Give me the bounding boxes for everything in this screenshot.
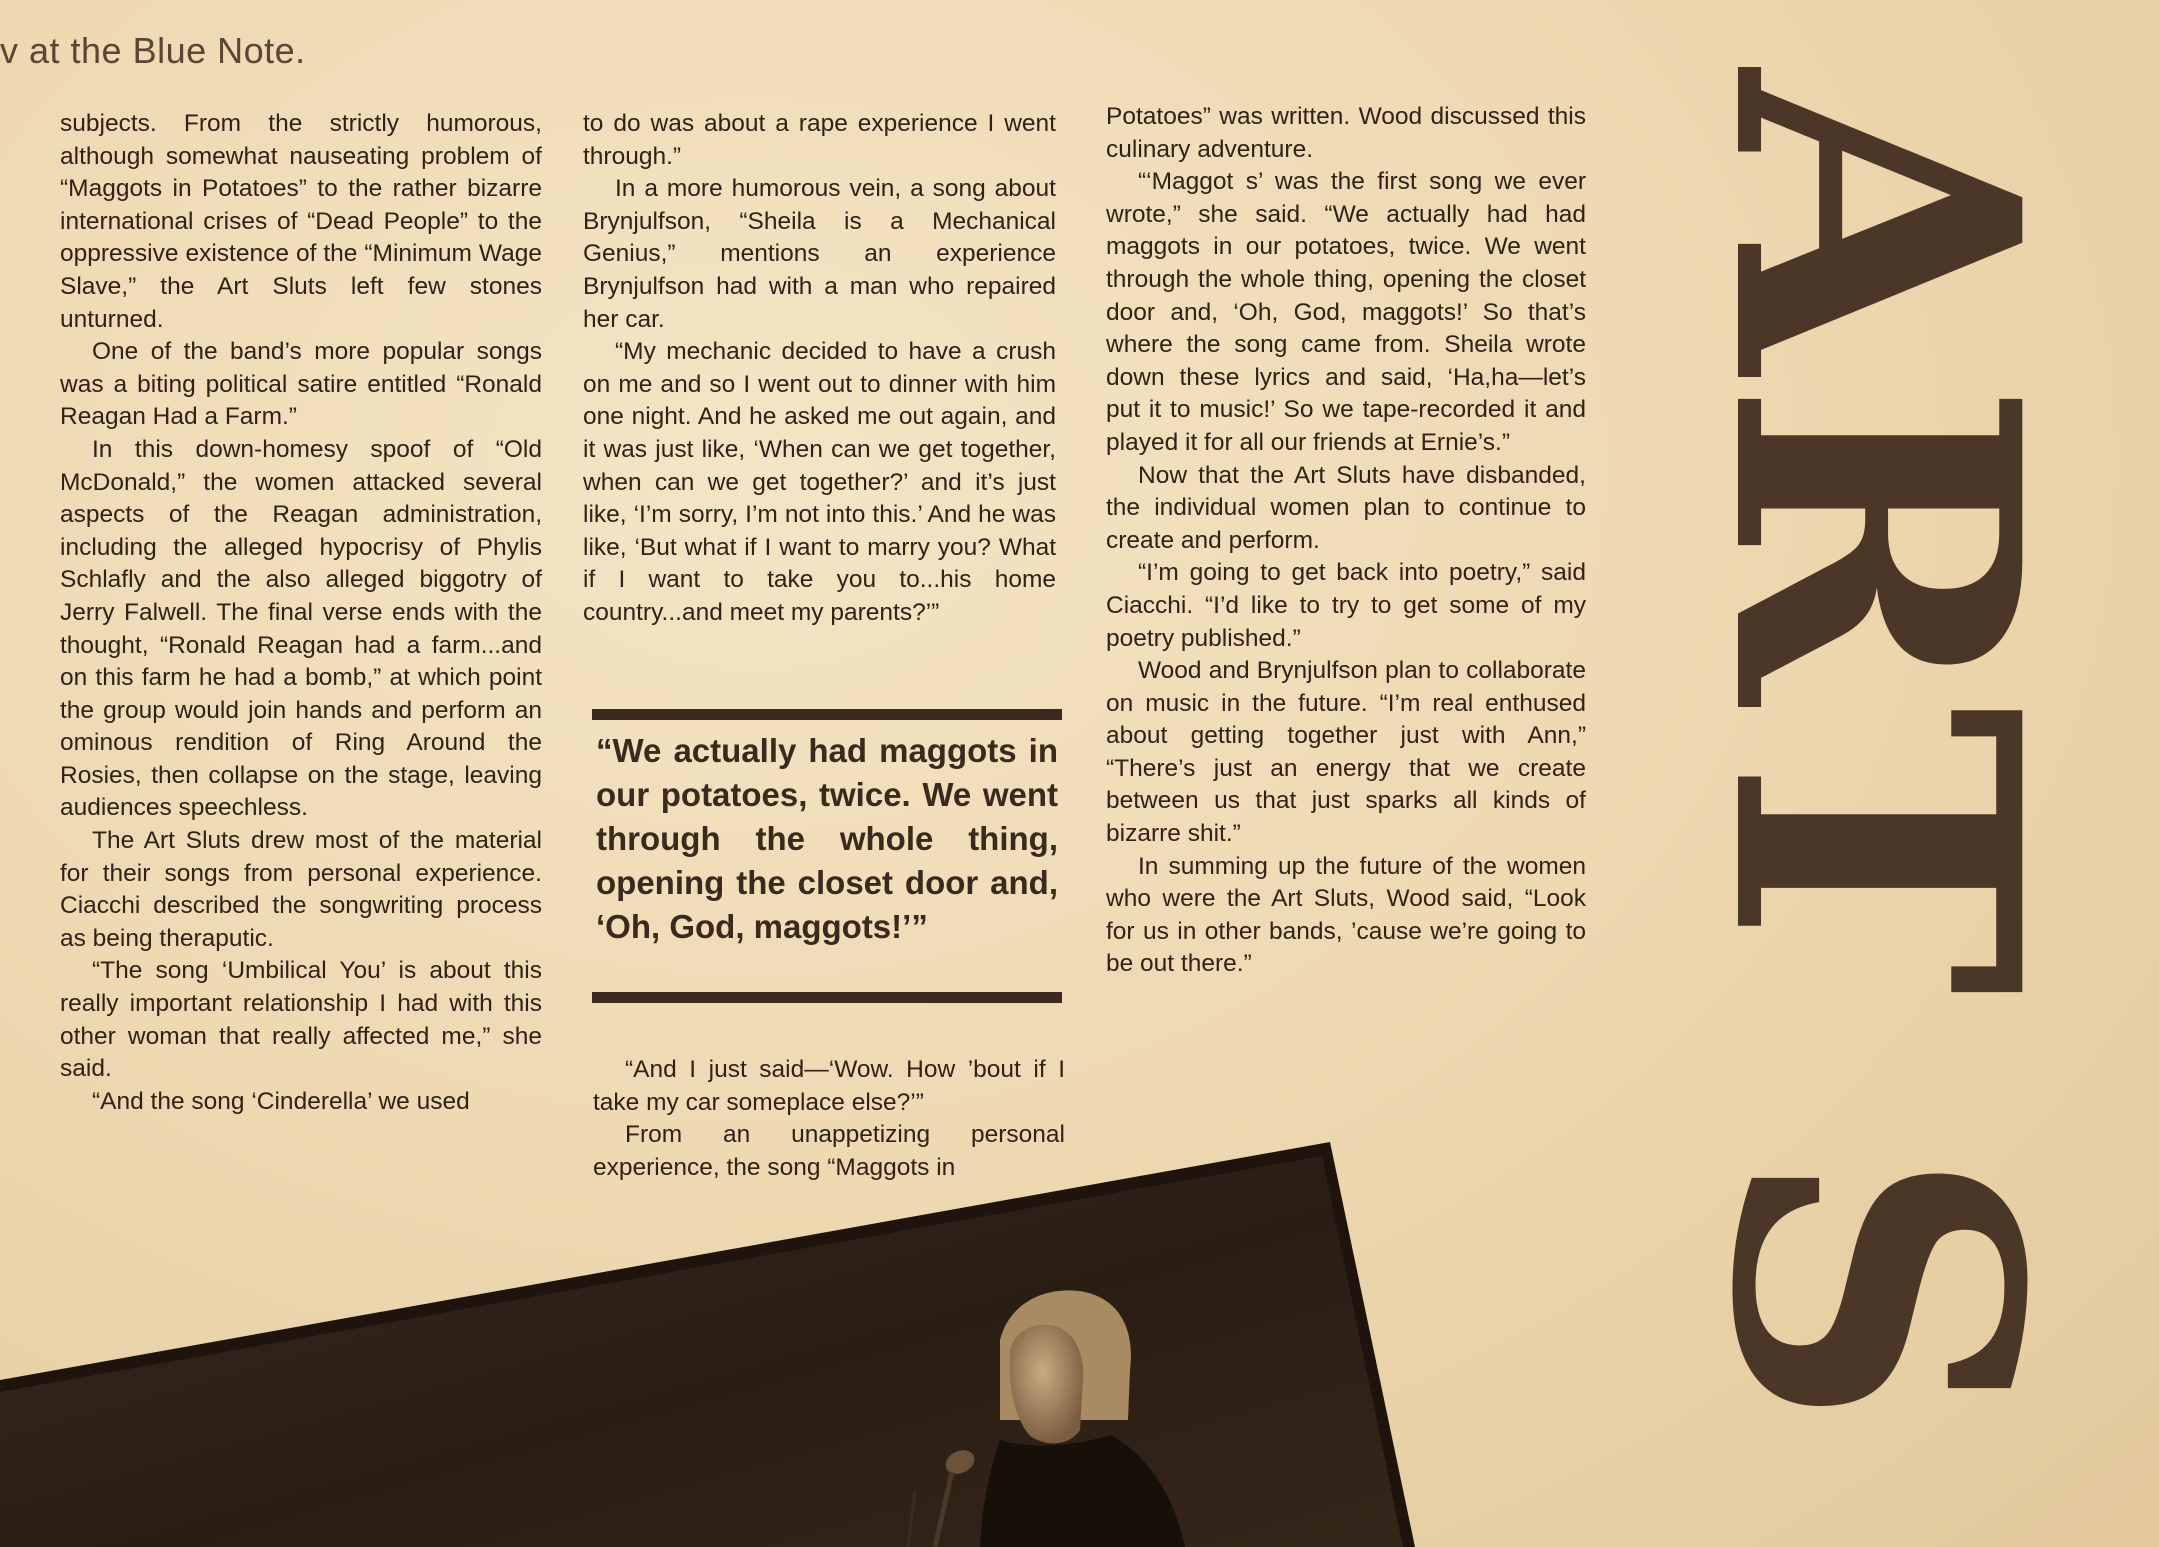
paragraph: In this down-homesy spoof of “Old McDonald,” the women attacked several aspects of the Reagan administration, including the alleged hypocrisy of Phylis Schlafly and the also alleged biggotry of Jerry Falwell. The final verse ends with the thought, “Ronald Reagan had a farm...and on this farm he had a bomb,” at which point the group would join hands and perform an ominous rendition of Ring Around the Rosies, then collapse on the stage, leaving audiences speechless.	[60, 435, 542, 822]
paragraph: subjects. From the strictly humorous, although somewhat nauseating problem of “Maggots in Potatoes” to the rather bizarre international crises of “Dead People” to the oppressive existence of the “Minimum Wage Slave,” the Art Sluts left few stones unturned.	[60, 110, 542, 333]
paragraph: Wood and Brynjulfson plan to collaborate on music in the future. “I’m real enthused about getting together just with Ann,” “There’s just an energy that we create between us that just sparks all kinds of bizarre shit.”	[1106, 657, 1586, 848]
paragraph: In a more humorous vein, a song about Brynjulfson, “Sheila is a Mechanical Genius,” mentions an experience Brynjulfson had with a man who repaired her car.	[583, 175, 1056, 333]
paragraph: In summing up the future of the women who were the Art Sluts, Wood said, “Look for us in other bands, ’cause we’re going to be out there.”	[1106, 852, 1586, 978]
paragraph: Potatoes” was written. Wood discussed this culinary adventure.	[1106, 103, 1586, 163]
paragraph: From an unappetizing personal experience, the song “Maggots in	[593, 1121, 1065, 1181]
paragraph: to do was about a rape experience I went through.”	[583, 110, 1056, 170]
paragraph: Now that the Art Sluts have disbanded, the individual women plan to continue to create and perform.	[1106, 461, 1586, 554]
paragraph: “I’m going to get back into poetry,” said Ciacchi. “I’d like to try to get some of my poetry published.”	[1106, 559, 1586, 652]
running-head: v at the Blue Note.	[0, 30, 306, 71]
paragraph: “My mechanic decided to have a crush on me and so I went out to dinner with him one night. And he asked me out again, and it was just like, ‘When can we get together, when can we get together?’ and it’s just like, ‘I’m sorry, I’m not into this.’ And he was like, ‘But what if I want to marry you? What if I want to take you to...his home country...and meet my parents?’”	[583, 338, 1056, 626]
headline-text: ART S	[1646, 70, 2104, 1438]
paragraph: “‘Maggot s’ was the first song we ever wrote,” she said. “We actually had had maggots in our potatoes, twice. We went through the whole thing, opening the closet door and, ‘Oh, God, maggots!’ So that’s where the song came from. Sheila wrote down these lyrics and said, ‘Ha,ha—let’s put it to music!’ So we tape-recorded it and played it for all our friends at Ernie’s.”	[1106, 168, 1586, 456]
paragraph: One of the band’s more popular songs was a biting political satire entitled “Ronald Reagan Had a Farm.”	[60, 338, 542, 431]
paragraph: The Art Sluts drew most of the material for their songs from personal experience. Ciacchi described the songwriting process as being theraputic.	[60, 827, 542, 952]
pull-quote-text: “We actually had maggots in our potatoes, twice. We went through the whole thing, opening the closet door and, ‘Oh, God, maggots!’”	[596, 732, 1058, 945]
paragraph: “And I just said—‘Wow. How ’bout if I take my car someplace else?’”	[593, 1056, 1065, 1116]
paragraph: “And the song ‘Cinderella’ we used	[92, 1087, 470, 1115]
paragraph: “The song ‘Umbilical You’ is about this really important relationship I had with this other woman that really affected me,” she said.	[60, 957, 542, 1083]
